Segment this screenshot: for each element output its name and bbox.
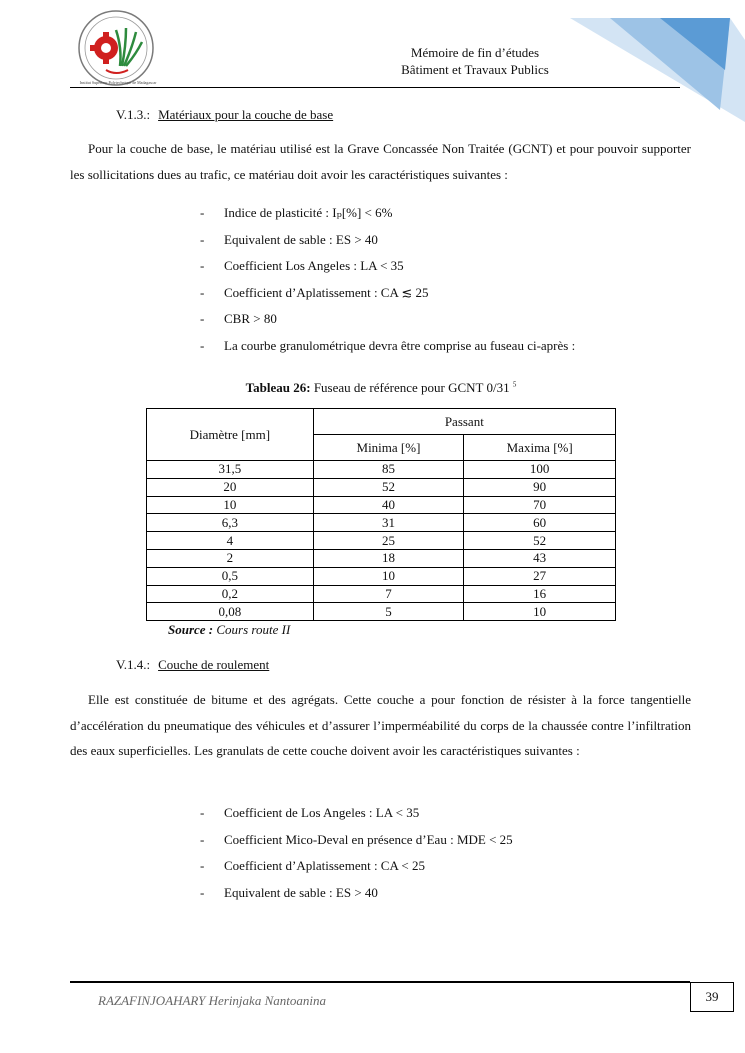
column-header-diameter: Diamètre [mm] <box>147 409 314 461</box>
table-row: 10 40 70 <box>147 496 616 514</box>
list-item: - La courbe granulométrique devra être comprise au fuseau ci-après : <box>200 336 680 363</box>
page-number: 39 <box>690 982 734 1012</box>
paragraph-wearing-course <box>70 687 691 764</box>
table-row: 0,5 10 27 <box>147 567 616 585</box>
table-row: 0,08 5 10 <box>147 603 616 621</box>
paragraph-text: Pour la couche de base, le matériau utilisé est la Grave Concassée Non Traitée (GCNT) et pour pouvoir supporter les sollicitations dues au trafic, ce matériau doit avoir les caractéristiques suivantes : <box>70 141 691 182</box>
table-row: 0,2 7 16 <box>147 585 616 603</box>
section-number: V.1.4.: <box>116 657 151 672</box>
bullet-marker: - <box>200 858 205 873</box>
bullet-list-base <box>200 203 680 362</box>
bullet-marker: - <box>200 337 205 353</box>
institution-logo-icon <box>76 8 156 88</box>
document-header <box>330 44 620 78</box>
table-row: 4 25 52 <box>147 532 616 550</box>
table-row: 20 52 90 <box>147 478 616 496</box>
section-heading-1 <box>116 107 333 123</box>
section-title: Matériaux pour la couche de base <box>158 107 334 122</box>
list-item: - Coefficient Los Angeles : LA < 35 <box>200 256 680 283</box>
section-number: V.1.3.: <box>116 107 151 122</box>
list-item: - Coefficient Mico-Deval en présence d’Eau : MDE < 25 <box>200 830 680 857</box>
bullet-marker: - <box>200 231 205 247</box>
gradation-table <box>146 408 616 621</box>
logo-caption: Institut Supérieur Polytechnique de Madagascar <box>79 80 157 85</box>
table-source <box>168 622 290 638</box>
table-row: 2 18 43 <box>147 549 616 567</box>
list-item: - Coefficient d’Aplatissement : CA ≲ 25 <box>200 283 680 310</box>
table-caption-text: Fuseau de référence pour GCNT 0/31 <box>310 380 510 395</box>
column-header-maximum: Maxima [%] <box>464 435 616 461</box>
section-title: Couche de roulement <box>158 657 270 672</box>
column-header-minimum: Minima [%] <box>313 435 464 461</box>
column-header-passing: Passant <box>313 409 615 435</box>
list-item: - Coefficient d’Aplatissement : CA < 25 <box>200 856 680 883</box>
bullet-list-wearing <box>200 803 680 909</box>
list-item: - Equivalent de sable : ES > 40 <box>200 230 680 257</box>
source-text: Cours route II <box>213 622 291 637</box>
paragraph-base-layer <box>70 136 691 187</box>
bullet-marker: - <box>200 831 205 847</box>
header-title: Mémoire de fin d’études <box>410 45 540 60</box>
bullet-marker: - <box>200 805 205 820</box>
footer-rule <box>70 981 690 983</box>
header-rule <box>70 87 680 88</box>
bullet-marker: - <box>200 258 205 273</box>
section-heading-2 <box>116 657 269 673</box>
list-item: - CBR > 80 <box>200 309 680 336</box>
header-subtitle: Bâtiment et Travaux Publics <box>401 62 549 77</box>
source-label: Source : <box>168 622 214 637</box>
list-item: - Indice de plasticité : Iₚ[%] < 6% <box>200 203 680 230</box>
list-item: - Coefficient de Los Angeles : LA < 35 <box>200 803 680 830</box>
bullet-marker: - <box>200 884 205 900</box>
footer-author: RAZAFINJOAHARY Herinjaka Nantoanina <box>98 993 326 1008</box>
list-item: - Equivalent de sable : ES > 40 <box>200 883 680 910</box>
table-caption <box>146 380 616 396</box>
paragraph-text: Elle est constituée de bitume et des agrégats. Cette couche a pour fonction de résister à la force tangentielle d’accélération du pneumatique des véhicules et d’assurer l’imperméabilité du corps de la chaussée contre l’infiltration des eaux superficielles. Les granulats de cette couche doivent avoir les caractéristiques suivantes : <box>70 692 691 758</box>
table-row: 6,3 31 60 <box>147 514 616 532</box>
bullet-marker: - <box>200 205 205 220</box>
footnote-reference: 5 <box>512 380 517 389</box>
table-row: 31,5 85 100 <box>147 461 616 479</box>
bullet-marker: - <box>200 284 205 300</box>
table-caption-label: Tableau 26: <box>245 380 311 395</box>
bullet-marker: - <box>200 311 205 326</box>
